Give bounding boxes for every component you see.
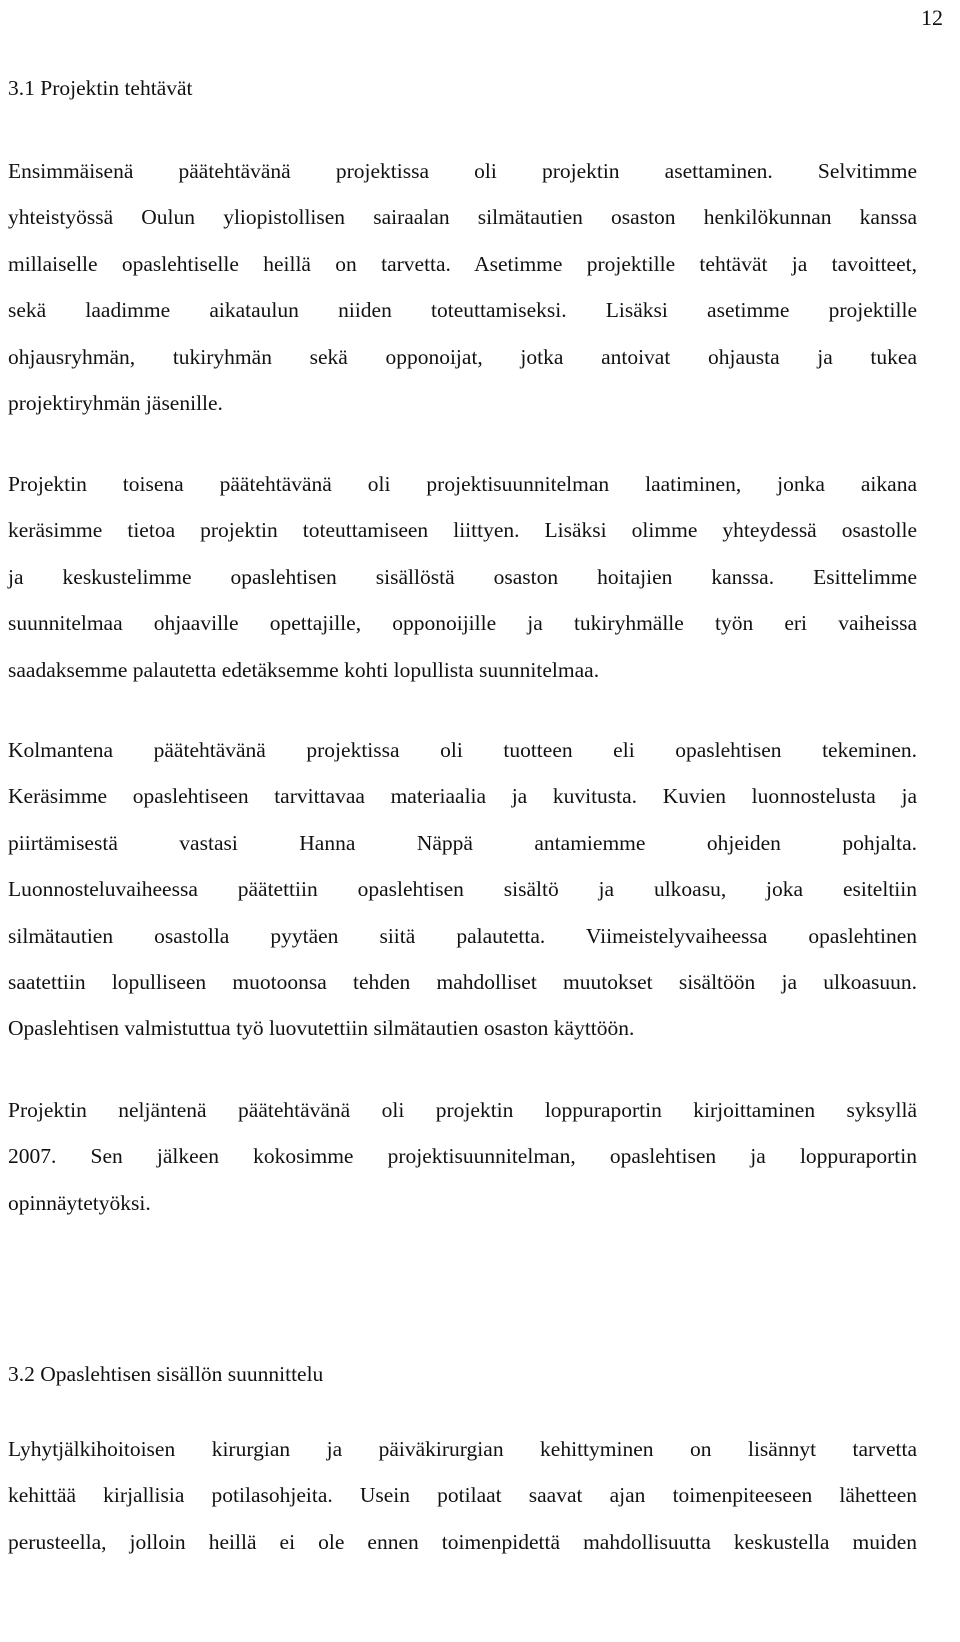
text-line: kehittää kirjallisia potilasohjeita. Usein potilaat saavat ajan toimenpiteeseen lähetteen xyxy=(8,1483,917,1508)
section-heading: 3.1 Projektin tehtävät xyxy=(8,76,193,100)
text-line: Luonnosteluvaiheessa päätettiin opaslehtisen sisältö ja ulkoasu, joka esiteltiin xyxy=(8,877,917,902)
text-line: keräsimme tietoa projektin toteuttamiseen liittyen. Lisäksi olimme yhteydessä osastolle xyxy=(8,518,917,543)
text-line: Lyhytjälkihoitoisen kirurgian ja päiväkirurgian kehittyminen on lisännyt tarvetta xyxy=(8,1437,917,1461)
text-line: millaiselle opaslehtiselle heillä on tarvetta. Asetimme projektille tehtävät ja tavoitteet, xyxy=(8,251,917,276)
paragraph xyxy=(8,148,917,426)
paragraph xyxy=(8,461,917,693)
text-line: projektiryhmän jäsenille. xyxy=(8,390,223,415)
text-line: yhteistyössä Oulun yliopistollisen sairaalan silmätautien osaston henkilökunnan kanssa xyxy=(8,205,917,230)
text-line: Projektin neljäntenä päätehtävänä oli projektin loppuraportin kirjoittaminen syksyllä xyxy=(8,1098,917,1122)
text-line: Keräsimme opaslehtiseen tarvittavaa materiaalia ja kuvitusta. Kuvien luonnostelusta ja xyxy=(8,784,917,809)
page-number: 12 xyxy=(921,5,943,30)
text-line: perusteella, jolloin heillä ei ole ennen toimenpidettä mahdollisuutta keskustella muiden xyxy=(8,1529,917,1554)
text-line: saadaksemme palautetta edetäksemme kohti lopullista suunnitelmaa. xyxy=(8,657,600,682)
text-line: Ensimmäisenä päätehtävänä projektissa oli projektin asettaminen. Selvitimme xyxy=(8,159,917,183)
text-line: sekä laadimme aikataulun niiden toteuttamiseksi. Lisäksi asetimme projektille xyxy=(8,298,917,323)
text-line: suunnitelmaa ohjaaville opettajille, opponoijille ja tukiryhmälle työn eri vaiheissa xyxy=(8,611,917,636)
text-line: Kolmantena päätehtävänä projektissa oli tuotteen eli opaslehtisen tekeminen. xyxy=(8,738,917,762)
text-line: ohjausryhmän, tukiryhmän sekä opponoijat, jotka antoivat ohjausta ja tukea xyxy=(8,344,917,369)
text-line: saatettiin lopulliseen muotoonsa tehden mahdolliset muutokset sisältöön ja ulkoasuun. xyxy=(8,969,917,994)
paragraph xyxy=(8,1426,917,1565)
text-line: ja keskustelimme opaslehtisen sisällöstä osaston hoitajien kanssa. Esittelimme xyxy=(8,564,917,589)
text-line: Projektin toisena päätehtävänä oli projektisuunnitelman laatiminen, jonka aikana xyxy=(8,472,917,496)
text-line: opinnäytetyöksi. xyxy=(8,1190,151,1215)
text-line: 2007. Sen jälkeen kokosimme projektisuunnitelman, opaslehtisen ja loppuraportin xyxy=(8,1144,917,1169)
paragraph xyxy=(8,1087,917,1226)
text-line: silmätautien osastolla pyytäen siitä palautetta. Viimeistelyvaiheessa opaslehtinen xyxy=(8,923,917,948)
paragraph xyxy=(8,727,917,1052)
text-line: piirtämisestä vastasi Hanna Näppä antamiemme ohjeiden pohjalta. xyxy=(8,830,917,855)
text-line: Opaslehtisen valmistuttua työ luovutettiin silmätautien osaston käyttöön. xyxy=(8,1016,635,1041)
section-heading: 3.2 Opaslehtisen sisällön suunnittelu xyxy=(8,1362,324,1386)
